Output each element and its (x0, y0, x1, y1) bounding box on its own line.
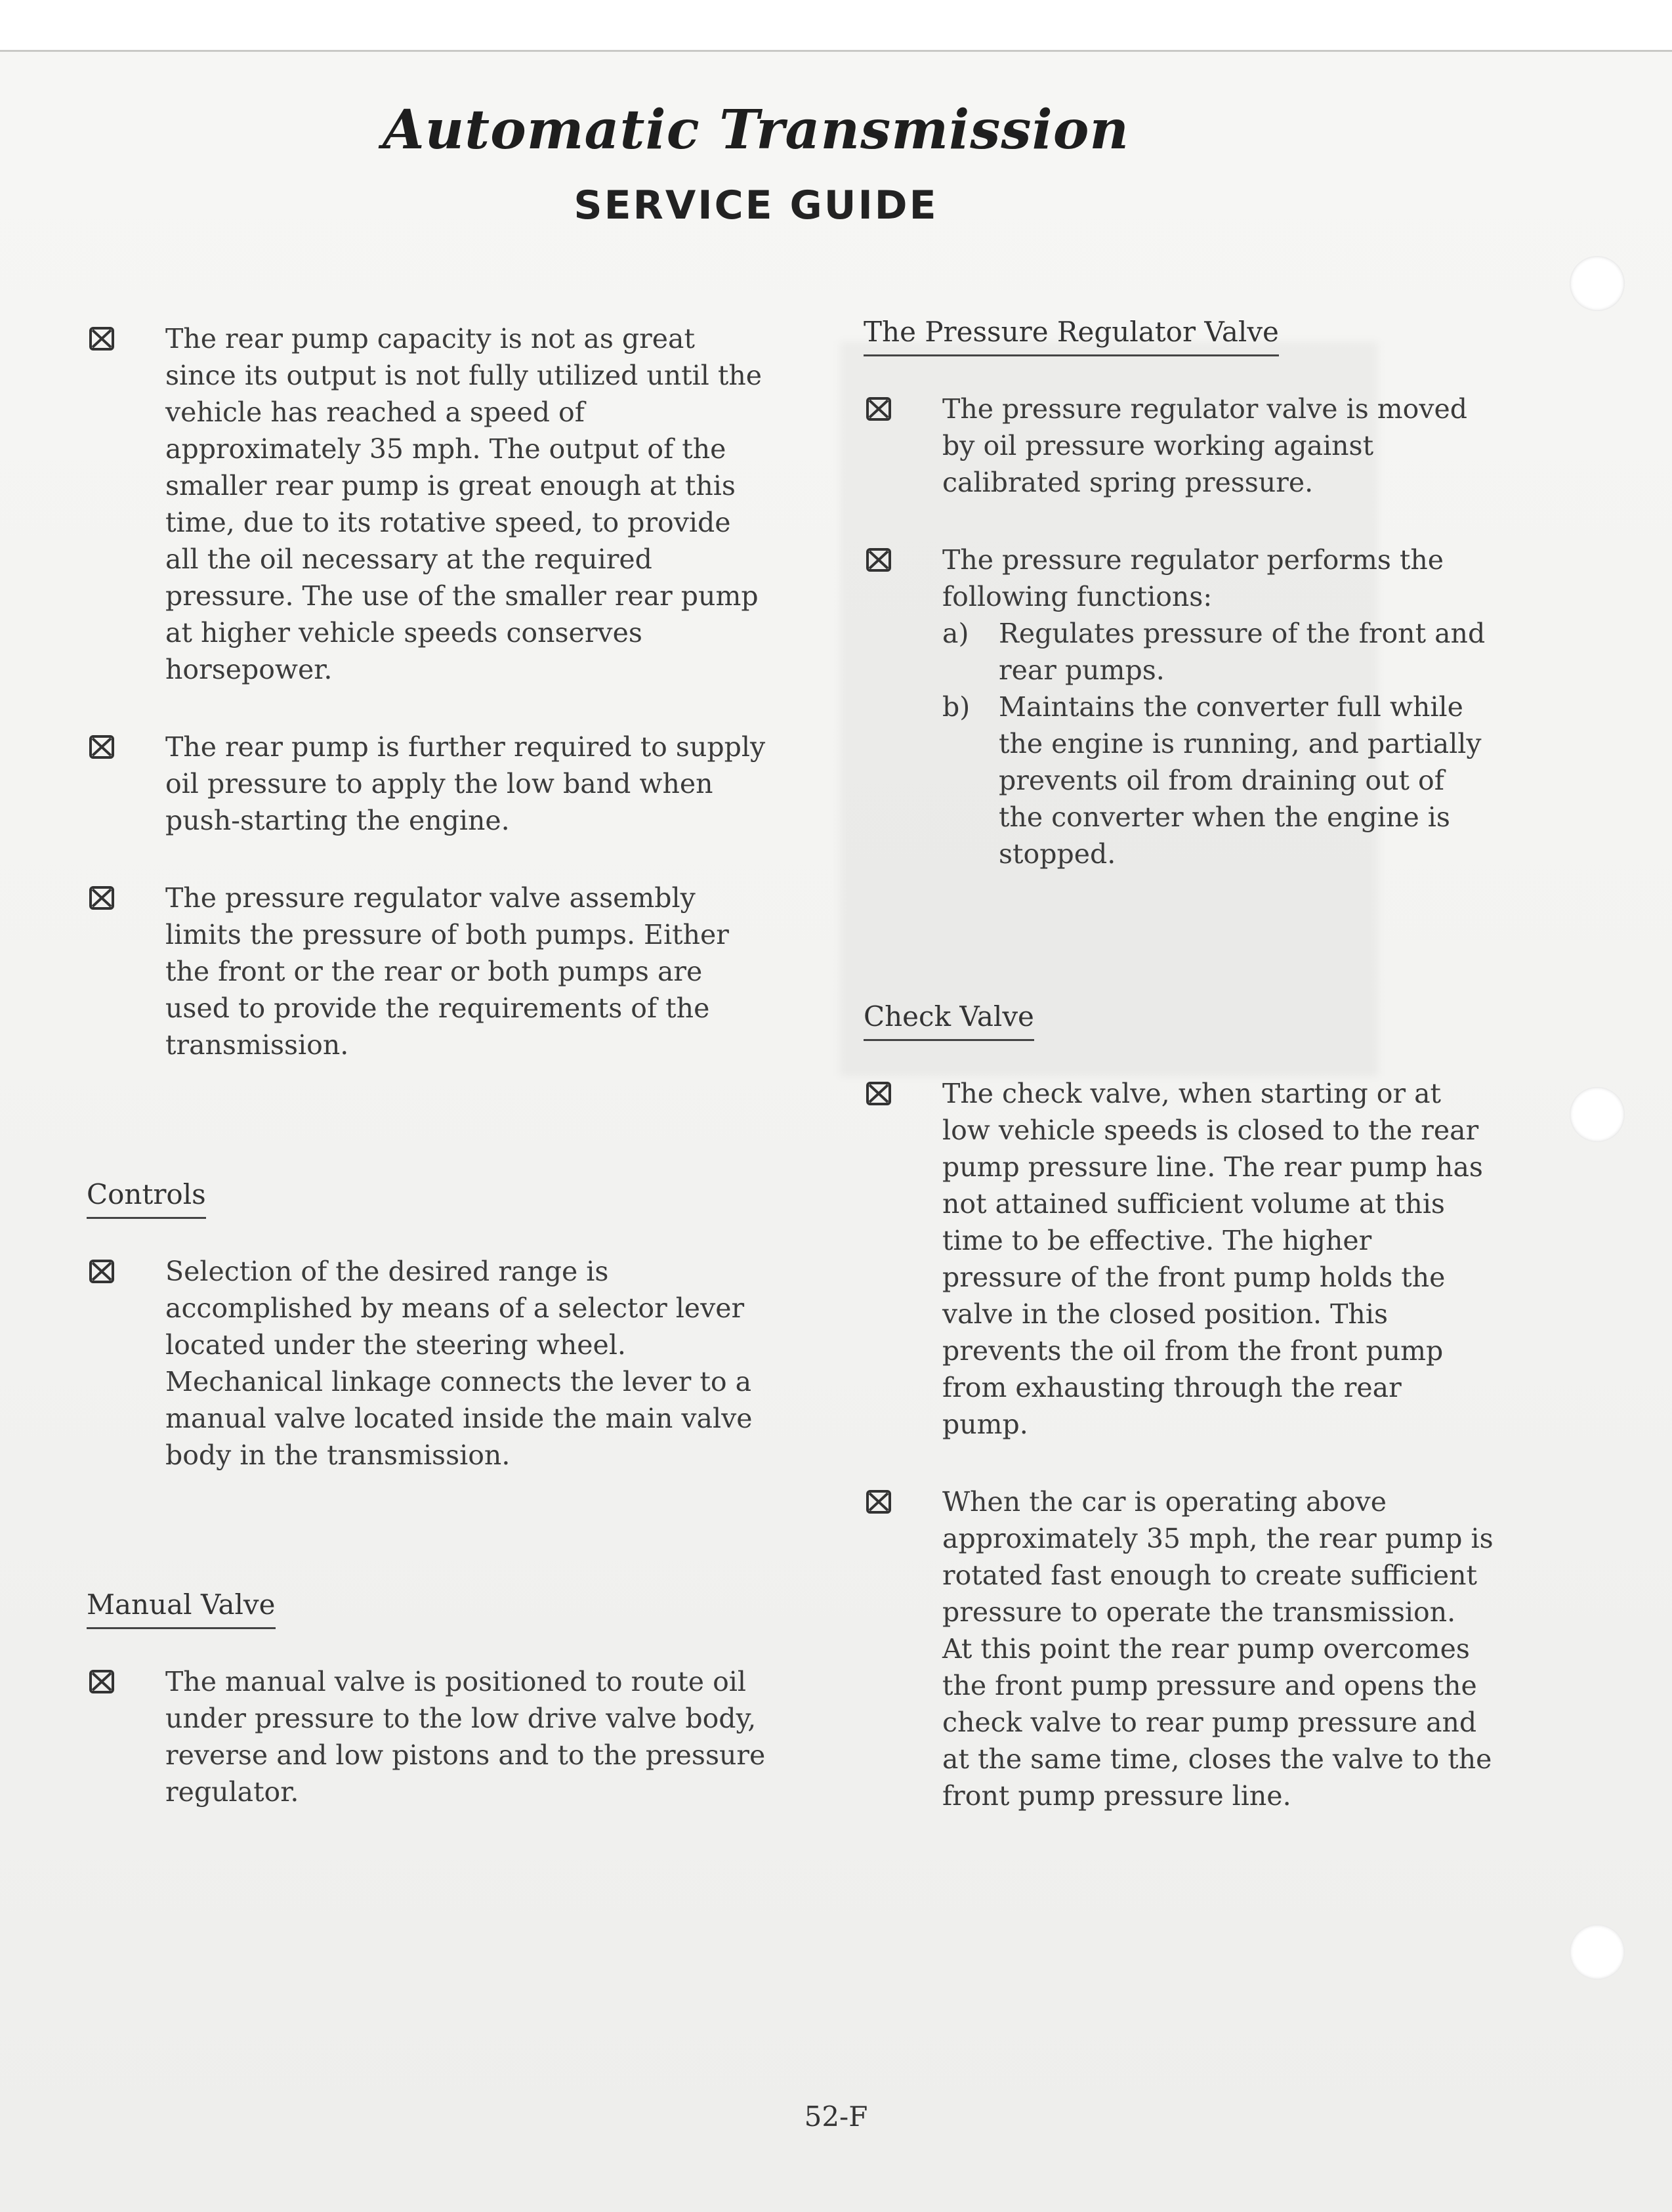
punch-hole-bottom (1570, 1925, 1625, 1980)
checkbox-x-icon (87, 882, 118, 914)
scan-margin (0, 0, 1672, 50)
function-item (942, 689, 1494, 872)
checkbox-x-icon (87, 1666, 118, 1697)
paragraph: The pressure regulator valve assembly limits the pressure of both pumps. Either the front or the rear or both pumps are used to provide the requirements of the transmission. (165, 882, 729, 1061)
list-item (87, 1253, 769, 1474)
paragraph: The pressure regulator performs the following functions: (942, 544, 1444, 612)
list-item (864, 1483, 1494, 1814)
manual-valve-heading: Manual Valve (87, 1586, 276, 1629)
check-valve-heading: Check Valve (864, 998, 1034, 1041)
punch-hole-middle (1570, 1087, 1625, 1142)
function-text: Regulates pressure of the front and rear pumps. (999, 618, 1486, 686)
list-item (87, 729, 769, 839)
page-subtitle: SERVICE GUIDE (574, 182, 938, 228)
checkbox-x-icon (864, 1078, 895, 1109)
function-label: a) (942, 618, 969, 649)
paragraph: Selection of the desired range is accomplished by means of a selector lever located under the steering wheel. Mechanical linkage connects the lever to a manual valve located inside the main valve body in the transmission. (165, 1256, 753, 1471)
checkbox-x-icon (864, 1486, 895, 1518)
list-item (864, 542, 1494, 872)
paragraph: When the car is operating above approximately 35 mph, the rear pump is rotated fast enough to create sufficient pressure to operate the transmission. At this point the rear pump overcomes the front pump pressure and opens the check valve to rear pump pressure and at the same time, closes the valve to the front pump pressure line. (942, 1486, 1494, 1812)
paragraph: The check valve, when starting or at low vehicle speeds is closed to the rear pump pressure line. The rear pump has not attained sufficient volume at this time to be effective. The higher pressure of the front pump holds the valve in the closed position. This prevents the oil from the front pump from exhausting through the rear pump. (942, 1078, 1483, 1440)
checkbox-x-icon (864, 544, 895, 576)
controls-heading: Controls (87, 1176, 206, 1219)
list-item (87, 880, 769, 1063)
function-item (942, 615, 1494, 689)
checkbox-x-icon (87, 323, 118, 354)
checkbox-x-icon (864, 393, 895, 425)
left-column (87, 320, 769, 1851)
function-text: Maintains the converter full while the engine is running, and partially prevents oil from draining out of the converter when the engine is stopped. (999, 691, 1482, 870)
paragraph: The pressure regulator valve is moved by oil pressure working against calibrated spring pressure. (942, 393, 1468, 498)
function-label: b) (942, 691, 971, 723)
list-item (87, 320, 769, 688)
right-column (864, 314, 1494, 1855)
pressure-regulator-heading: The Pressure Regulator Valve (864, 314, 1279, 356)
checkbox-x-icon (87, 1256, 118, 1287)
paragraph: The rear pump is further required to supply oil pressure to apply the low band when push-starting the engine. (165, 731, 766, 836)
page-title: Automatic Transmission (382, 98, 1130, 161)
page-number: 52-F (804, 2100, 868, 2133)
list-item (87, 1663, 769, 1810)
paragraph: The rear pump capacity is not as great since its output is not fully utilized until the vehicle has reached a speed of approximately 35 mph. The output of the smaller rear pump is great enough at this time, due to its rotative speed, to provide all the oil necessary at the required pressure. The use of the smaller rear pump at higher vehicle speeds conserves horsepower. (165, 323, 763, 685)
list-item (864, 1075, 1494, 1443)
list-item (864, 391, 1494, 501)
paragraph: The manual valve is positioned to route oil under pressure to the low drive valve body, reverse and low pistons and to the pressure regulator. (165, 1666, 766, 1808)
checkbox-x-icon (87, 731, 118, 763)
punch-hole-top (1570, 256, 1625, 311)
